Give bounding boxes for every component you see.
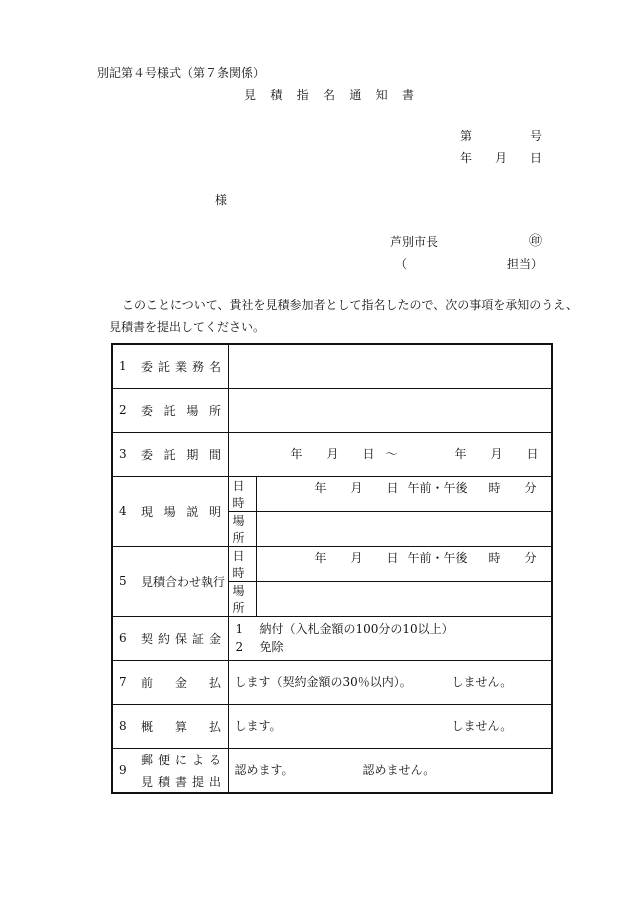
period-value[interactable]: 年 月 日 ～ 年 月 日: [228, 432, 552, 476]
deposit-option-exempt: 免除: [259, 639, 284, 654]
label-mail-submission: 郵 便 に よ る 見 積 書 提 出: [141, 752, 221, 789]
form-table: [111, 343, 553, 794]
row-task-name: 1 委 託 業 務 名: [112, 344, 552, 388]
option-yes: します（契約金額の30％以内）。: [234, 674, 412, 689]
label-task-name: 委 託 業 務 名: [141, 359, 221, 374]
row-site-briefing-datetime: 4 現 場 説 明 日時 年 月 日 午前・午後 時 分: [112, 476, 552, 511]
label-period: 委 託 期 間: [141, 447, 221, 462]
row-advance-payment: 7 前 金 払 します（契約金額の30％以内）。 しません。: [112, 660, 552, 704]
seal-mark: ㊞: [529, 234, 543, 249]
number-dai: 第: [460, 129, 473, 143]
site-briefing-place-value[interactable]: [256, 511, 552, 546]
date-month: 月: [495, 151, 508, 165]
number-go: 号: [530, 129, 543, 143]
label-advance-payment: 前 金 払: [141, 675, 221, 690]
form-number: 別記第４号様式（第７条関係）: [97, 66, 266, 80]
row-period: 3 委 託 期 間 年 月 日 ～ 年 月 日: [112, 432, 552, 476]
issuer-name: 芦別市長: [390, 235, 439, 249]
option-no: しません。: [451, 718, 513, 733]
label-quote-meeting: 見積合わせ執行: [141, 574, 226, 589]
body-line-1: このことについて、貴社を見積参加者として指名したので、次の事項を承知のうえ、: [122, 298, 579, 312]
row-mail-submission: 9 郵 便 に よ る 見 積 書 提 出 認めます。 認めません。: [112, 748, 552, 793]
row-quote-meeting-datetime: 5 見積合わせ執行 日時 年 月 日 午前・午後 時 分: [112, 546, 552, 581]
document-title: 見 積 指 名 通 知 書: [244, 88, 414, 102]
sub-label-datetime: 日時: [232, 548, 245, 580]
option-no: しません。: [451, 674, 513, 689]
advance-payment-options[interactable]: [228, 660, 552, 704]
label-estimated-payment: 概 算 払: [141, 719, 221, 734]
date-year: 年: [460, 151, 473, 165]
quote-meeting-place-value[interactable]: [256, 581, 552, 616]
row-estimated-payment: 8 概 算 払 します。 しません。: [112, 704, 552, 748]
contact-paren: （: [395, 257, 408, 271]
deposit-options[interactable]: 1 納付（入札金額の100分の10以上） 2 免除: [228, 616, 552, 660]
deposit-option-pay: 納付（入札金額の100分の10以上）: [259, 621, 454, 636]
sub-label-place: 場所: [232, 583, 245, 615]
label-deposit: 契 約 保 証 金: [141, 631, 221, 646]
row-location: 2 委 託 場 所: [112, 388, 552, 432]
body-line-2: 見積書を提出してください。: [109, 320, 266, 334]
quote-meeting-datetime-value[interactable]: 年 月 日 午前・午後 時 分: [256, 546, 552, 581]
estimated-payment-options[interactable]: [228, 704, 552, 748]
site-briefing-datetime-value[interactable]: 年 月 日 午前・午後 時 分: [256, 476, 552, 511]
mail-submission-options[interactable]: [228, 748, 552, 793]
label-site-briefing: 現 場 説 明: [141, 504, 221, 519]
option-no: 認めません。: [362, 762, 436, 777]
contact-tanto: 担当）: [507, 257, 544, 271]
task-name-value[interactable]: [228, 344, 552, 388]
location-value[interactable]: [228, 388, 552, 432]
row-deposit: 6 契 約 保 証 金 1 納付（入札金額の100分の10以上） 2 免除: [112, 616, 552, 660]
sub-label-place: 場所: [232, 513, 245, 545]
option-yes: 認めます。: [234, 762, 294, 777]
date-day: 日: [530, 151, 543, 165]
sub-label-datetime: 日時: [232, 478, 245, 510]
recipient-sama: 様: [215, 193, 228, 207]
label-location: 委 託 場 所: [141, 403, 221, 418]
option-yes: します。: [234, 718, 282, 733]
